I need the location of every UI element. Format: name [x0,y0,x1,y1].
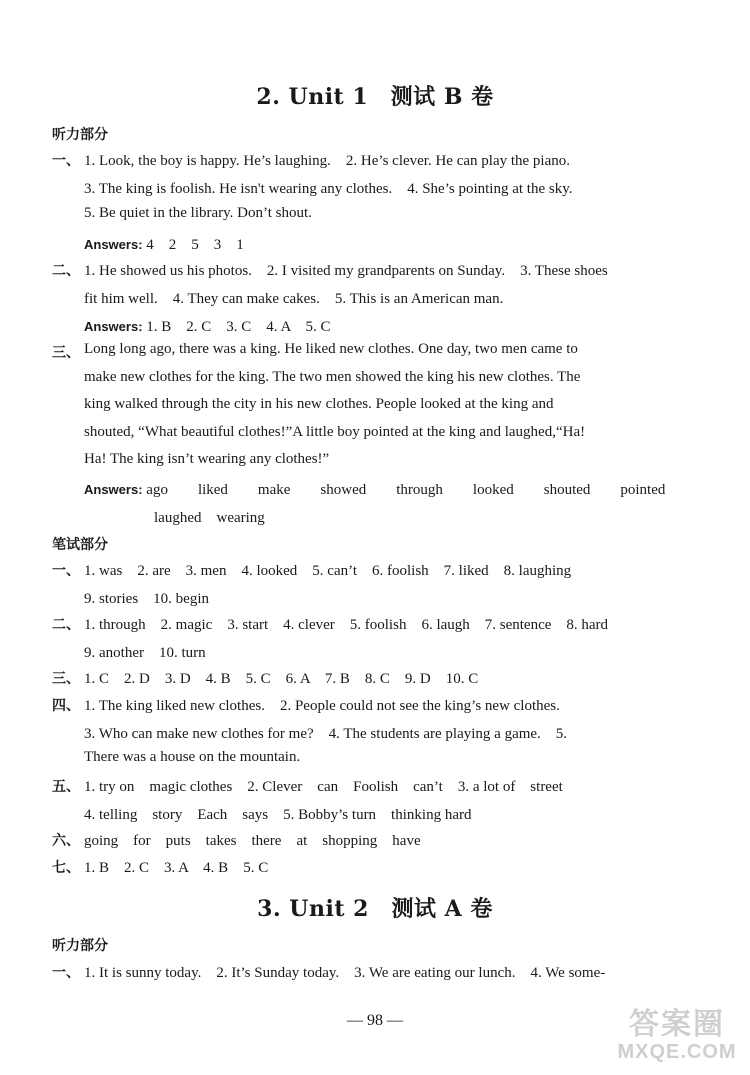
section-number: 一、 [52,965,80,981]
text-line: 1. He showed us his photos. 2. I visited my grandparents on Sunday. 3. These shoes [84,263,608,279]
answers-line [84,315,330,336]
text-line: There was a house on the mountain. [84,749,301,765]
unit2-listening-heading: 听力部分 [52,938,108,954]
text-line: 1. It is sunny today. 2. It’s Sunday today. 3. We are eating our lunch. 4. We some- [84,965,606,981]
unit1-writing-heading: 笔试部分 [52,537,108,553]
section-number: 五、 [52,779,80,795]
section-number: 一、 [52,153,80,169]
answers-line [84,478,665,499]
unit1-listening-heading: 听力部分 [52,127,108,143]
section-number: 三、 [52,671,80,687]
text-line: 1. C 2. D 3. D 4. B 5. C 6. A 7. B 8. C 9. D 10. C [84,671,479,687]
answers-text: ago liked make showed through looked shouted pointed [142,482,666,498]
watermark-top-text: 答案圈 [629,1008,725,1041]
answers-text: 4 2 5 3 1 [142,237,244,253]
text-line: 9. another 10. turn [84,645,206,661]
text-line: shouted, “What beautiful clothes!”A little boy pointed at the king and laughed,“Ha! [84,424,586,440]
text-line: make new clothes for the king. The two men showed the king his new clothes. The [84,369,581,385]
section-number: 四、 [52,698,80,714]
answers-text: 1. B 2. C 3. C 4. A 5. C [142,319,331,335]
text-line: Long long ago, there was a king. He liked new clothes. One day, two men came to [84,341,578,357]
text-line: 1. through 2. magic 3. start 4. clever 5. foolish 6. laugh 7. sentence 8. hard [84,617,609,633]
text-line: 9. stories 10. begin [84,591,209,607]
text-line: fit him well. 4. They can make cakes. 5. This is an American man. [84,291,504,307]
answers-label: Answers: [84,237,143,252]
unit2-title: 3. Unit 2 测试 A 卷 [257,896,493,922]
section-number: 七、 [52,860,80,876]
watermark-logo [612,1009,742,1069]
text-line: 4. telling story Each says 5. Bobby’s turn thinking hard [84,807,472,823]
text-line: 1. try on magic clothes 2. Clever can Foolish can’t 3. a lot of street [84,779,563,795]
answers-label: Answers: [84,482,143,497]
unit1-title: 2. Unit 1 测试 B 卷 [256,84,494,110]
text-line: 3. Who can make new clothes for me? 4. The students are playing a game. 5. [84,726,568,742]
text-line: 1. The king liked new clothes. 2. People could not see the king’s new clothes. [84,698,560,714]
text-line: 1. was 2. are 3. men 4. looked 5. can’t 6. foolish 7. liked 8. laughing [84,563,572,579]
watermark-bottom-text: MXQE.COM [617,1041,737,1063]
section-number: 六、 [52,833,80,849]
section-number: 一、 [52,563,80,579]
text-line: Ha! The king isn’t wearing any clothes!” [84,451,330,467]
page-number: — 98 — [347,1012,403,1029]
text-line: 1. B 2. C 3. A 4. B 5. C [84,860,269,876]
answers-line [84,233,244,254]
section-number: 三、 [52,345,80,361]
section-number: 二、 [52,263,80,279]
section-number: 二、 [52,617,80,633]
answers-text: laughed wearing [154,510,265,526]
text-line: king walked through the city in his new clothes. People looked at the king and [84,396,554,412]
text-line: 5. Be quiet in the library. Don’t shout. [84,205,312,221]
text-line: 1. Look, the boy is happy. He’s laughing. 2. He’s clever. He can play the piano. [84,153,570,169]
text-line: going for puts takes there at shopping have [84,833,421,849]
text-line: 3. The king is foolish. He isn't wearing any clothes. 4. She’s pointing at the sky. [84,181,573,197]
answers-label: Answers: [84,319,143,334]
